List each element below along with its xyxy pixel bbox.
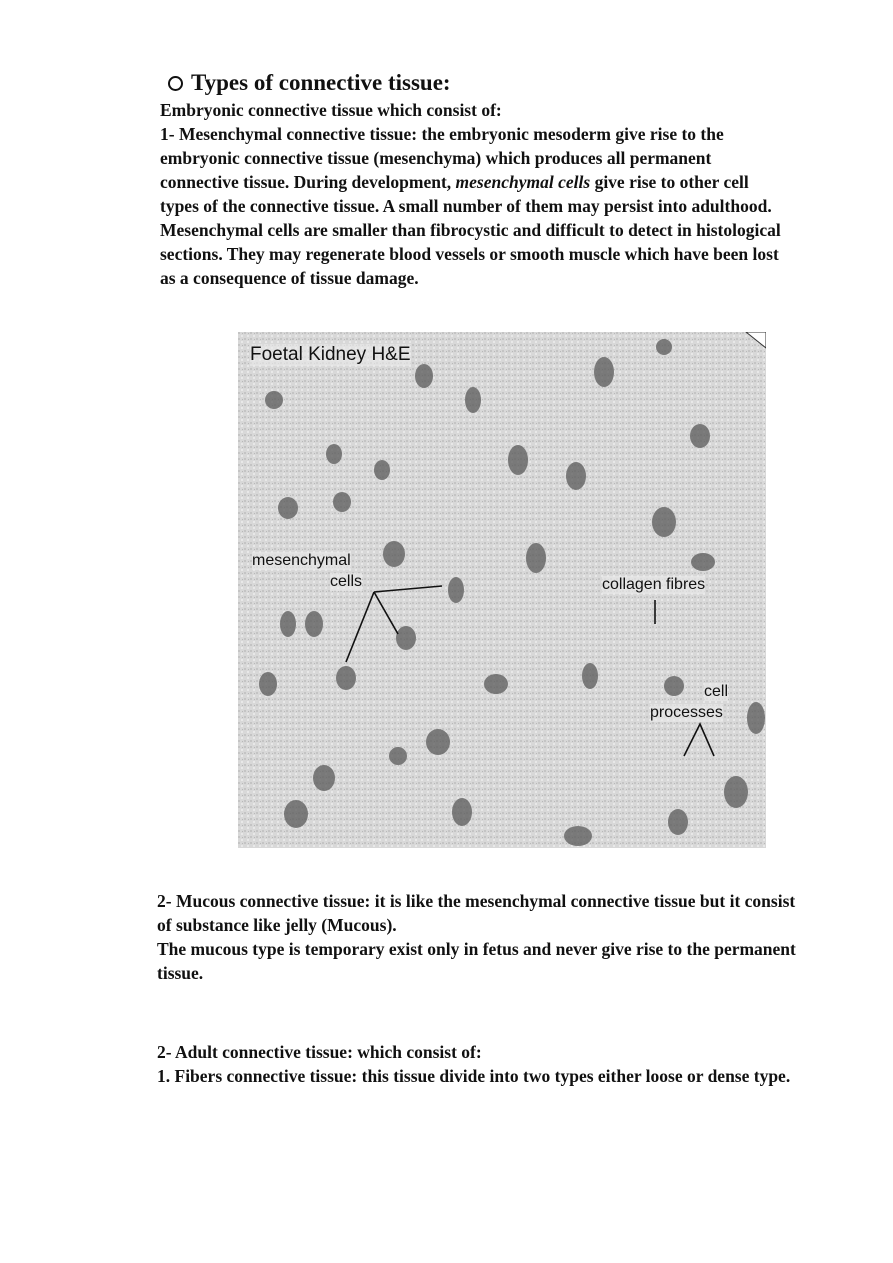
label-cells: cells xyxy=(330,573,363,590)
label-processes: processes xyxy=(650,704,723,721)
circle-bullet-icon xyxy=(168,76,183,91)
heading-text: Types of connective tissue: xyxy=(191,70,451,95)
mucous-line1: 2- Mucous connective tissue: it is like the mesenchymal connective tissue but it consist of substance like jelly (Mucous). xyxy=(157,891,796,935)
histology-micrograph xyxy=(238,332,766,848)
mesenchymal-paragraph xyxy=(160,122,785,290)
section-embryonic xyxy=(160,68,785,290)
section-adult xyxy=(157,1040,797,1088)
label-cell: cell xyxy=(704,683,729,700)
paragraph-part2: give rise to other cell types of the connective tissue. A small number of them may persist into adulthood. Mesenchymal cells are smaller than fibrocystic and difficult to detect in histological sections. They may regenerate blood vessels or smooth muscle which have been lost as a consequence of tissue damage. xyxy=(160,172,781,288)
section-mucous xyxy=(157,889,797,985)
adult-line2: 1. Fibers connective tissue: this tissue divide into two types either loose or dense type. xyxy=(157,1066,791,1086)
mucous-line2: The mucous type is temporary exist only in fetus and never give rise to the permanent tissue. xyxy=(157,939,796,983)
adult-line1: 2- Adult connective tissue: which consist of: xyxy=(157,1042,482,1062)
paragraph-part1: 1- Mesenchymal connective tissue: the embryonic mesoderm give rise to the embryonic connective tissue (mesenchyma) which produces all permanent connective tissue. During development, xyxy=(160,124,724,192)
intro-text: Embryonic connective tissue which consist of: xyxy=(160,100,502,120)
section-heading xyxy=(168,68,785,98)
label-mesenchymal: mesenchymal xyxy=(252,552,351,569)
label-collagen-fibres: collagen fibres xyxy=(602,576,706,593)
figure-title: Foetal Kidney H&E xyxy=(250,344,411,365)
paragraph-italic: mesenchymal cells xyxy=(455,172,591,192)
